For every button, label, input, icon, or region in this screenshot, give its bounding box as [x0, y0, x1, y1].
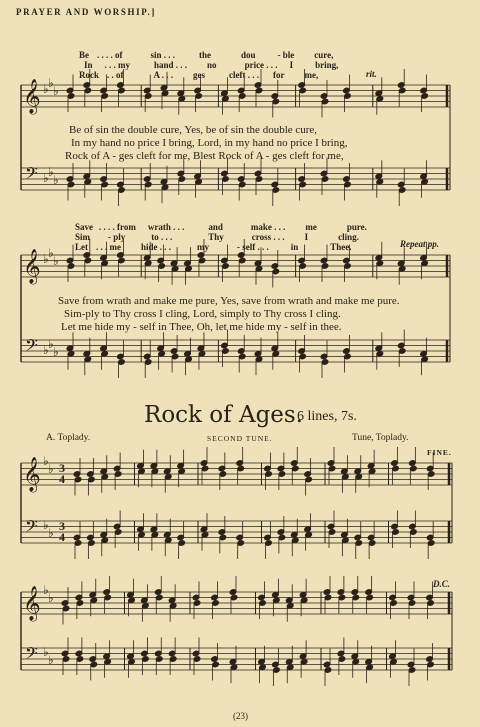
flat-sign: ♭ [43, 645, 49, 659]
small-lyric-line-2: In . . . my hand . . . no price . . . I bring, [84, 60, 339, 70]
lyric-line-5: Sim-ply to Thy cross I cling, Lord, simply to Thy cross I cling. [64, 308, 341, 320]
bass-clef: 𝄢 [25, 516, 38, 540]
flat-sign: ♭ [43, 583, 49, 597]
lyric-line-2: In my hand no price I bring, Lord, in my hand no price I bring, [71, 137, 348, 149]
repeat-marking: Repeat pp. [400, 239, 439, 249]
hymn-author: A. Toplady. [46, 433, 91, 443]
lyric-line-1: Be of sin the double cure, Yes, be of sin the double cure, [69, 124, 318, 136]
time-signature: 4 [59, 530, 65, 544]
flat-sign: ♭ [53, 345, 59, 359]
flat-sign: ♭ [53, 254, 59, 268]
flat-sign: ♭ [48, 76, 54, 90]
flat-sign: ♭ [48, 246, 54, 260]
small-lyric-line-1: Be . . . . of sin . . . the dou - ble cure, [79, 50, 334, 60]
flat-sign: ♭ [43, 343, 49, 357]
flat-sign: ♭ [43, 252, 49, 266]
treble-clef: 𝄞 [23, 586, 41, 621]
lyric-line-4: Save from wrath and make me pure, Yes, save from wrath and make me pure. [58, 295, 400, 307]
bass-clef: 𝄢 [25, 335, 38, 359]
page-number: (23) [233, 711, 248, 721]
lyric-line-3: Rock of A - ges cleft for me, Blest Rock of A - ges cleft for me, [65, 150, 344, 162]
second-tune-label: SECOND TUNE. [207, 434, 273, 443]
small-lyric-line-6: Let . . . me hide . . . my - self . . . in Thee. [75, 242, 352, 252]
small-lyric-line-4: Save . . . . from wrath . . . and make . . . me pure. [75, 222, 367, 232]
flat-sign: ♭ [48, 337, 54, 351]
treble-clef: 𝄞 [23, 457, 41, 492]
flat-sign: ♭ [43, 171, 49, 185]
treble-clef: 𝄞 [23, 249, 41, 284]
small-lyric-line-5: Sim - ply to . . . Thy cross . . . I cling. [75, 232, 359, 242]
time-signature: 3 [59, 461, 65, 475]
flat-sign: ♭ [48, 526, 54, 540]
hymn-title: Rock of Ages. [144, 402, 304, 428]
flat-sign: ♭ [48, 462, 54, 476]
tune-name: Tune, Toplady. [352, 433, 409, 443]
time-signature: 4 [59, 472, 65, 486]
treble-clef: 𝄞 [23, 79, 41, 114]
flat-sign: ♭ [48, 165, 54, 179]
flat-sign: ♭ [43, 518, 49, 532]
dc-marking: D.C. [433, 579, 451, 589]
time-signature: 3 [59, 519, 65, 533]
flat-sign: ♭ [53, 84, 59, 98]
bass-clef: 𝄢 [25, 643, 38, 667]
rit-marking: rit. [366, 69, 377, 79]
bass-clef: 𝄢 [25, 163, 38, 187]
small-lyric-line-3: Rock . . of A . . . ges cleft . . . for me, [79, 70, 319, 80]
flat-sign: ♭ [43, 82, 49, 96]
hymn-meter: 6 lines, 7s. [297, 409, 357, 424]
lyric-line-6: Let me hide my - self in Thee, Oh, let me hide my - self in thee. [61, 321, 342, 333]
running-title: PRAYER AND WORSHIP.] [16, 7, 156, 17]
fine-marking: FINE. [427, 448, 452, 457]
flat-sign: ♭ [48, 653, 54, 667]
flat-sign: ♭ [53, 173, 59, 187]
flat-sign: ♭ [48, 591, 54, 605]
flat-sign: ♭ [43, 454, 49, 468]
